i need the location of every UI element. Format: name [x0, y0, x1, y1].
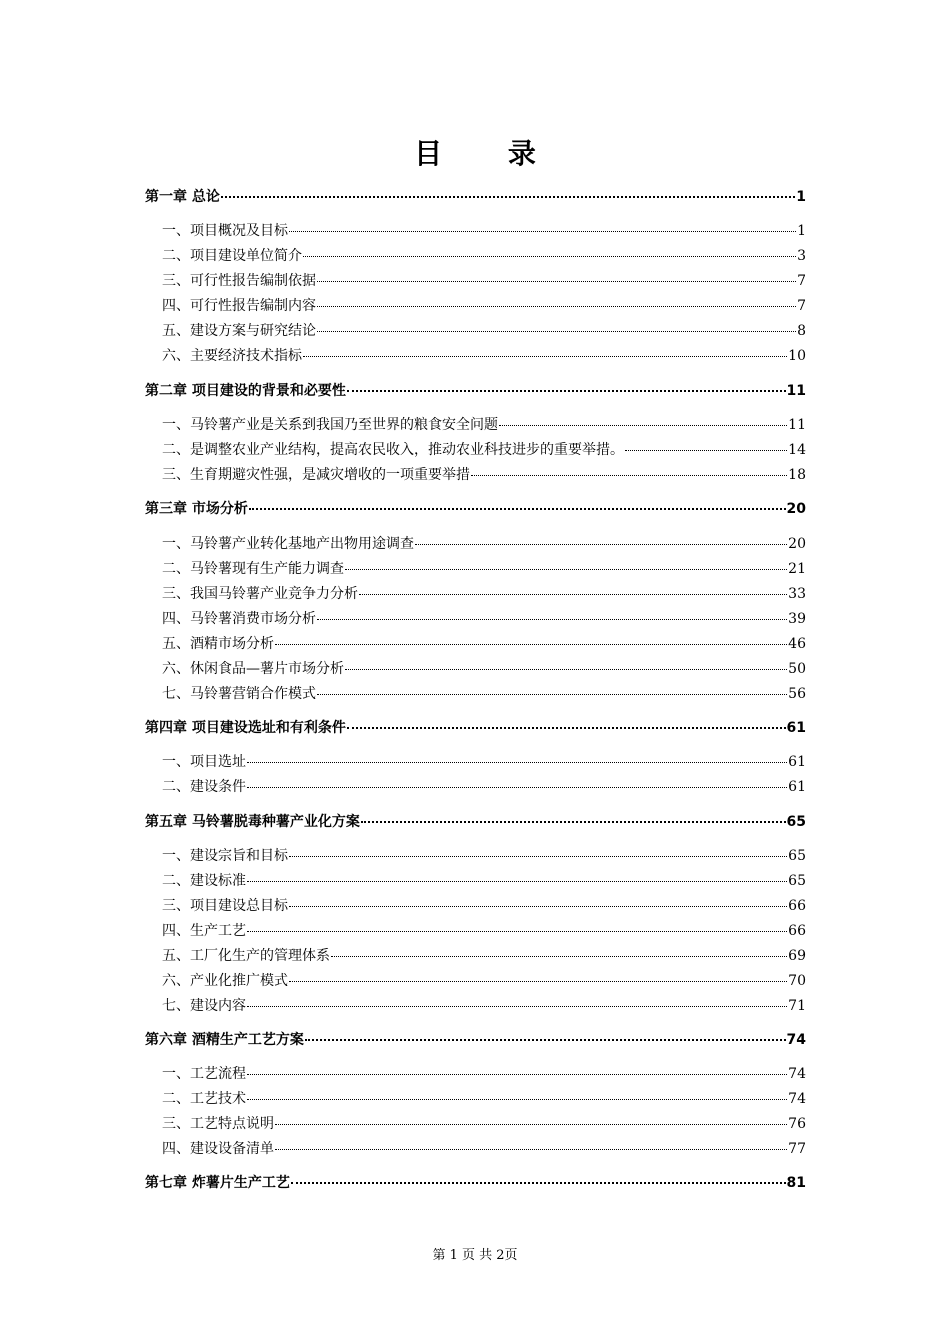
- toc-entry-title: 五、酒精市场分析: [162, 636, 274, 652]
- dot-leader: [275, 1124, 787, 1125]
- toc-section-entry[interactable]: [145, 1063, 806, 1085]
- dot-leader: [303, 356, 787, 357]
- toc-entry-title: 五、工厂化生产的管理体系: [162, 948, 330, 964]
- toc-entry-page-number: 56: [788, 686, 806, 702]
- toc-entry-title: 五、建设方案与研究结论: [162, 323, 316, 339]
- toc-section-entry[interactable]: [145, 1088, 806, 1110]
- dot-leader: [317, 281, 796, 282]
- toc-section-entry[interactable]: [145, 658, 806, 680]
- toc-entry-title: 二、建设条件: [162, 779, 246, 795]
- toc-section-entry[interactable]: [145, 220, 806, 242]
- toc-entry-page-number: 69: [788, 948, 806, 964]
- toc-chapter-entry[interactable]: [145, 498, 806, 520]
- toc-entry-title: 一、马铃薯产业是关系到我国乃至世界的粮食安全问题: [162, 417, 498, 433]
- dot-leader: [247, 1074, 787, 1075]
- page-footer: 第 1 页 共 2页: [432, 1248, 518, 1263]
- toc-chapter-entry[interactable]: [145, 1029, 806, 1051]
- dot-leader: [317, 619, 787, 620]
- dot-leader: [289, 231, 796, 232]
- toc-entry-page-number: 14: [788, 442, 806, 458]
- dot-leader: [347, 390, 786, 392]
- toc-entry-title: 三、工艺特点说明: [162, 1116, 274, 1132]
- toc-title: 目 录: [414, 137, 564, 170]
- toc-section-entry[interactable]: [145, 1138, 806, 1160]
- toc-section-entry[interactable]: [145, 870, 806, 892]
- toc-entry-page-number: 50: [788, 661, 806, 677]
- dot-leader: [331, 956, 787, 957]
- dot-leader: [247, 787, 787, 788]
- toc-entry-title: 二、马铃薯现有生产能力调查: [162, 561, 344, 577]
- dot-leader: [499, 425, 787, 426]
- toc-entry-title: 六、休闲食品—薯片市场分析: [162, 661, 344, 677]
- toc-entry-page-number: 46: [788, 636, 806, 652]
- toc-entry-title: 第三章 市场分析: [145, 501, 248, 517]
- toc-section-entry[interactable]: [145, 683, 806, 705]
- toc-entry-title: 三、项目建设总目标: [162, 898, 288, 914]
- toc-section-entry[interactable]: [145, 439, 806, 461]
- toc-entry-title: 第二章 项目建设的背景和必要性: [145, 383, 346, 399]
- toc-section-entry[interactable]: [145, 633, 806, 655]
- toc-entry-title: 四、可行性报告编制内容: [162, 298, 316, 314]
- toc-entry-page-number: 21: [788, 561, 806, 577]
- toc-section-entry[interactable]: [145, 245, 806, 267]
- toc-chapter-entry[interactable]: [145, 186, 806, 208]
- toc-entry-title: 第七章 炸薯片生产工艺: [145, 1175, 290, 1191]
- dot-leader: [347, 727, 786, 729]
- dot-leader: [247, 881, 787, 882]
- dot-leader: [303, 256, 796, 257]
- toc-entry-title: 第一章 总论: [145, 189, 220, 205]
- dot-leader: [291, 1182, 786, 1184]
- toc-entry-page-number: 11: [788, 417, 806, 433]
- toc-section-entry[interactable]: [145, 558, 806, 580]
- toc-entry-page-number: 61: [788, 754, 806, 770]
- toc-chapter-entry[interactable]: [145, 1172, 806, 1194]
- toc-entry-title: 第四章 项目建设选址和有利条件: [145, 720, 346, 736]
- dot-leader: [275, 644, 787, 645]
- toc-entry-title: 二、建设标准: [162, 873, 246, 889]
- toc-entry-title: 第六章 酒精生产工艺方案: [145, 1032, 304, 1048]
- toc-section-entry[interactable]: [145, 895, 806, 917]
- dot-leader: [415, 544, 787, 545]
- dot-leader: [359, 594, 787, 595]
- dot-leader: [317, 694, 787, 695]
- toc-section-entry[interactable]: [145, 464, 806, 486]
- dot-leader: [275, 1149, 787, 1150]
- toc-section-entry[interactable]: [145, 1113, 806, 1135]
- toc-section-entry[interactable]: [145, 295, 806, 317]
- dot-leader: [471, 475, 787, 476]
- dot-leader: [305, 1039, 786, 1041]
- dot-leader: [361, 821, 786, 823]
- toc-section-entry[interactable]: [145, 608, 806, 630]
- toc-entry-page-number: 65: [786, 814, 806, 830]
- toc-entry-page-number: 76: [788, 1116, 806, 1132]
- toc-entry-page-number: 11: [786, 383, 806, 399]
- toc-entry-page-number: 61: [788, 779, 806, 795]
- toc-section-entry[interactable]: [145, 995, 806, 1017]
- toc-entry-title: 二、是调整农业产业结构，提高农民收入，推动农业科技进步的重要举措。: [162, 442, 624, 458]
- toc-entry-title: 一、项目选址: [162, 754, 246, 770]
- toc-section-entry[interactable]: [145, 345, 806, 367]
- toc-section-entry[interactable]: [145, 533, 806, 555]
- toc-entry-page-number: 71: [788, 998, 806, 1014]
- toc-chapter-entry[interactable]: [145, 717, 806, 739]
- toc-entry-title: 一、建设宗旨和目标: [162, 848, 288, 864]
- toc-section-entry[interactable]: [145, 776, 806, 798]
- toc-entry-page-number: 65: [788, 873, 806, 889]
- toc-entry-title: 一、工艺流程: [162, 1066, 246, 1082]
- toc-section-entry[interactable]: [145, 970, 806, 992]
- toc-entry-page-number: 20: [788, 536, 806, 552]
- dot-leader: [289, 981, 787, 982]
- dot-leader: [289, 906, 787, 907]
- toc-entry-page-number: 8: [797, 323, 806, 339]
- toc-section-entry[interactable]: [145, 945, 806, 967]
- toc-entry-page-number: 3: [797, 248, 806, 264]
- toc-entry-title: 六、主要经济技术指标: [162, 348, 302, 364]
- toc-section-entry[interactable]: [145, 270, 806, 292]
- dot-leader: [221, 196, 795, 198]
- dot-leader: [247, 762, 787, 763]
- toc-entry-page-number: 77: [788, 1141, 806, 1157]
- toc-entry-page-number: 7: [797, 298, 806, 314]
- toc-entry-page-number: 81: [786, 1175, 806, 1191]
- toc-entry-title: 一、项目概况及目标: [162, 223, 288, 239]
- toc-entry-title: 七、建设内容: [162, 998, 246, 1014]
- dot-leader: [317, 306, 796, 307]
- toc-section-entry[interactable]: [145, 751, 806, 773]
- toc-entry-title: 四、建设设备清单: [162, 1141, 274, 1157]
- dot-leader: [247, 1006, 787, 1007]
- toc-entry-page-number: 74: [786, 1032, 806, 1048]
- toc-entry-title: 三、我国马铃薯产业竞争力分析: [162, 586, 358, 602]
- dot-leader: [345, 669, 787, 670]
- dot-leader: [345, 569, 787, 570]
- toc-entry-title: 三、生育期避灾性强，是减灾增收的一项重要举措: [162, 467, 470, 483]
- toc-entry-page-number: 74: [788, 1091, 806, 1107]
- toc-entry-title: 二、项目建设单位简介: [162, 248, 302, 264]
- toc-entry-page-number: 65: [788, 848, 806, 864]
- toc-section-entry[interactable]: [145, 414, 806, 436]
- toc-entry-page-number: 10: [788, 348, 806, 364]
- toc-entry-title: 六、产业化推广模式: [162, 973, 288, 989]
- toc-entry-page-number: 70: [788, 973, 806, 989]
- toc-entry-page-number: 20: [786, 501, 806, 517]
- toc-chapter-entry[interactable]: [145, 811, 806, 833]
- toc-entry-page-number: 18: [788, 467, 806, 483]
- toc-entry-page-number: 61: [786, 720, 806, 736]
- toc-section-entry[interactable]: [145, 920, 806, 942]
- toc-entry-title: 第五章 马铃薯脱毒种薯产业化方案: [145, 814, 360, 830]
- toc-entry-title: 一、马铃薯产业转化基地产出物用途调查: [162, 536, 414, 552]
- toc-entry-title: 二、工艺技术: [162, 1091, 246, 1107]
- dot-leader: [247, 1099, 787, 1100]
- toc-entry-page-number: 66: [788, 898, 806, 914]
- dot-leader: [317, 331, 796, 332]
- toc-entry-title: 七、马铃薯营销合作模式: [162, 686, 316, 702]
- toc-entry-page-number: 1: [797, 223, 806, 239]
- toc-section-entry[interactable]: [145, 845, 806, 867]
- dot-leader: [625, 450, 787, 451]
- toc-entry-page-number: 7: [797, 273, 806, 289]
- toc-entry-page-number: 33: [788, 586, 806, 602]
- dot-leader: [289, 856, 787, 857]
- dot-leader: [247, 931, 787, 932]
- toc-entry-page-number: 1: [796, 189, 806, 205]
- toc-section-entry[interactable]: [145, 583, 806, 605]
- toc-entry-page-number: 39: [788, 611, 806, 627]
- toc-chapter-entry[interactable]: [145, 380, 806, 402]
- dot-leader: [249, 508, 786, 510]
- toc-entry-title: 四、生产工艺: [162, 923, 246, 939]
- toc-entry-page-number: 66: [788, 923, 806, 939]
- toc-entry-page-number: 74: [788, 1066, 806, 1082]
- toc-section-entry[interactable]: [145, 320, 806, 342]
- toc-entry-title: 三、可行性报告编制依据: [162, 273, 316, 289]
- toc-entry-title: 四、马铃薯消费市场分析: [162, 611, 316, 627]
